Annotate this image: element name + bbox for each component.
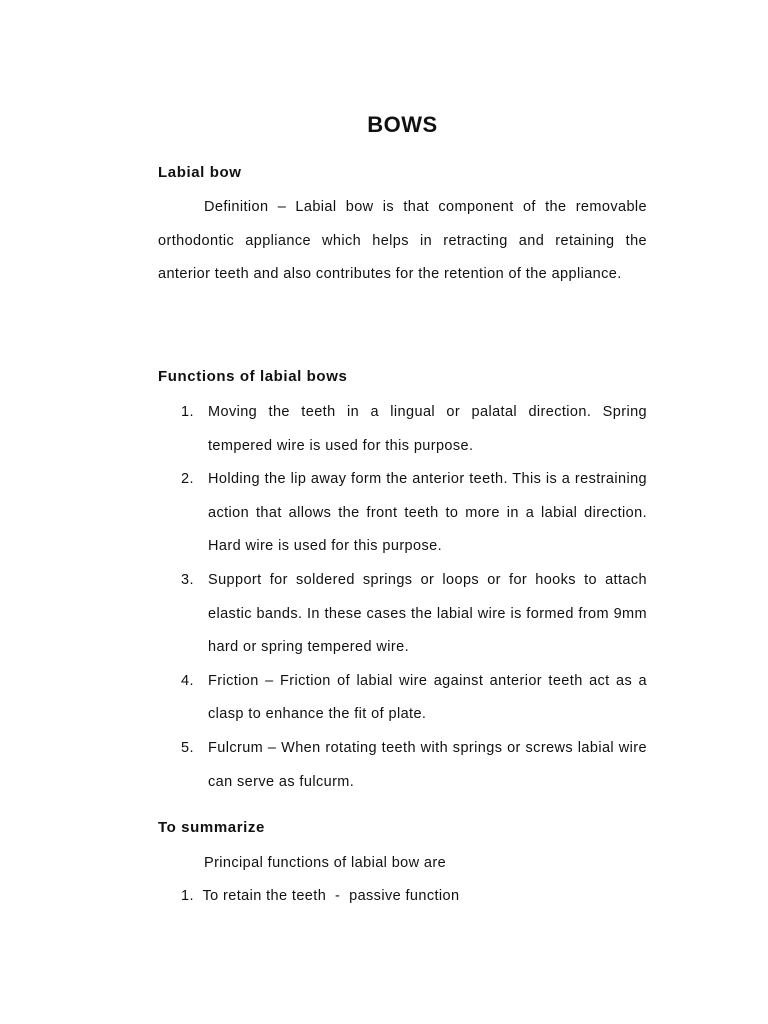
summary-intro: Principal functions of labial bow are bbox=[204, 855, 447, 871]
list-item-text: Holding the lip away form the anterior teeth. This is a restraining action that allows the front teeth to more in a labial direction. Hard wire is used for this purpose. bbox=[208, 471, 647, 555]
list-item-number: 3. bbox=[181, 571, 194, 588]
list-item bbox=[158, 463, 647, 564]
list-item-number: 1. bbox=[181, 404, 194, 420]
list-item-text: Moving the teeth in a lingual or palatal direction. Spring tempered wire is used for this purpose. bbox=[208, 404, 647, 454]
list-item-number: 4. bbox=[181, 672, 194, 689]
list-item bbox=[158, 564, 647, 665]
list-item bbox=[158, 732, 647, 799]
list-item-text: Fulcrum – When rotating teeth with springs or screws labial wire can serve as fulcurm. bbox=[208, 739, 647, 790]
list-item-number: 2. bbox=[181, 471, 194, 488]
section-heading-labial-bow: Labial bow bbox=[158, 164, 242, 181]
list-item bbox=[158, 665, 647, 732]
definition-paragraph: Definition – Labial bow is that component of the removable orthodontic appliance which helps in retracting and retaining the anterior teeth and also contributes for the retention of the appliance. bbox=[158, 199, 647, 283]
summary-list-item: 1. To retain the teeth - passive function bbox=[181, 888, 460, 904]
list-item-number: 5. bbox=[181, 739, 194, 756]
functions-list bbox=[158, 396, 647, 799]
list-item-text: Friction – Friction of labial wire against anterior teeth act as a clasp to enhance the fit of plate. bbox=[208, 672, 647, 723]
list-item-text: Support for soldered springs or loops or for hooks to attach elastic bands. In these cases the labial wire is formed from 9mm hard or spring tempered wire. bbox=[208, 571, 647, 656]
document-title: BOWS bbox=[367, 112, 438, 137]
list-item bbox=[158, 396, 647, 463]
section-heading-summary: To summarize bbox=[158, 819, 265, 836]
section-heading-functions: Functions of labial bows bbox=[158, 368, 348, 385]
